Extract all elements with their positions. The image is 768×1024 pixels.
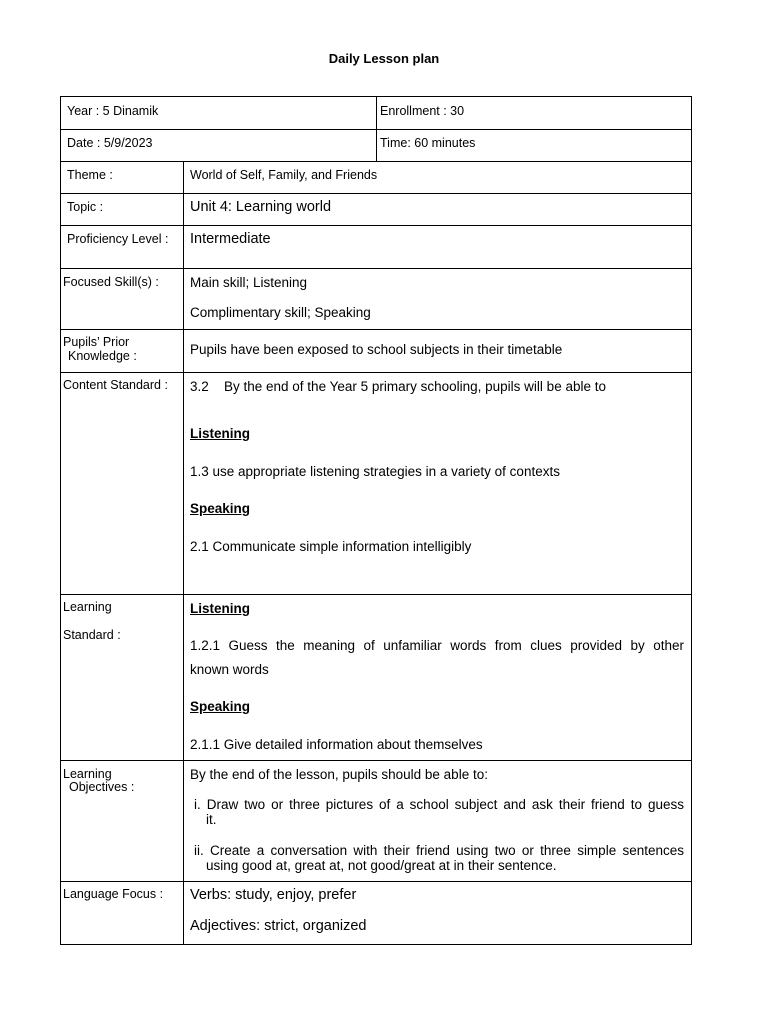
standard-listening-heading: Listening bbox=[190, 601, 250, 616]
learning-objectives-label: Objectives : bbox=[69, 780, 135, 794]
row-divider bbox=[61, 881, 691, 882]
objective-item: i. Draw two or three pictures of a school subject and ask their friend to guess bbox=[194, 797, 684, 812]
column-divider bbox=[183, 161, 184, 944]
row-divider bbox=[61, 372, 691, 373]
row-divider bbox=[61, 225, 691, 226]
objectives-intro: By the end of the lesson, pupils should be able to: bbox=[190, 767, 488, 782]
content-speaking-heading: Speaking bbox=[190, 501, 251, 516]
theme-label: Theme : bbox=[67, 168, 113, 182]
row-divider bbox=[61, 329, 691, 330]
objective-item: it. bbox=[206, 812, 217, 827]
standard-speaking-heading: Speaking bbox=[190, 699, 251, 714]
proficiency-value: Intermediate bbox=[190, 231, 271, 247]
learning-standard-label: Standard : bbox=[63, 628, 121, 642]
standard-listening-item: known words bbox=[190, 662, 269, 677]
content-standard-intro: By the end of the Year 5 primary schooling, pupils will be able to bbox=[224, 379, 606, 394]
content-listening-heading: Listening bbox=[190, 426, 250, 441]
row-divider bbox=[61, 594, 691, 595]
column-divider bbox=[376, 97, 377, 161]
enrollment: Enrollment : 30 bbox=[380, 104, 465, 118]
content-speaking-item: 2.1 Communicate simple information intelligibly bbox=[190, 539, 472, 554]
proficiency-label: Proficiency Level : bbox=[67, 232, 169, 246]
lesson-time: Time: 60 minutes bbox=[380, 136, 476, 150]
objective-item: using good at, great at, not good/great at in their sentence. bbox=[206, 858, 557, 873]
learning-objectives-label: Learning bbox=[63, 767, 112, 781]
complimentary-skill: Complimentary skill; Speaking bbox=[190, 305, 371, 320]
learning-standard-label: Learning bbox=[63, 600, 112, 614]
theme-value: World of Self, Family, and Friends bbox=[190, 168, 378, 182]
lesson-plan-table bbox=[60, 96, 692, 945]
row-divider bbox=[61, 193, 691, 194]
content-standard-label: Content Standard : bbox=[63, 378, 168, 392]
standard-listening-item: 1.2.1 Guess the meaning of unfamiliar words from clues provided by other bbox=[190, 638, 684, 653]
lesson-date: Date : 5/9/2023 bbox=[67, 136, 153, 150]
prior-knowledge-value: Pupils have been exposed to school subjects in their timetable bbox=[190, 342, 563, 357]
prior-knowledge-label: Pupils’ Prior bbox=[63, 335, 130, 349]
language-focus-adjectives: Adjectives: strict, organized bbox=[190, 918, 367, 934]
language-focus-label: Language Focus : bbox=[63, 887, 164, 901]
topic-label: Topic : bbox=[67, 200, 104, 214]
content-listening-item: 1.3 use appropriate listening strategies in a variety of contexts bbox=[190, 464, 560, 479]
prior-knowledge-label: Knowledge : bbox=[68, 349, 137, 363]
row-divider bbox=[61, 268, 691, 269]
content-standard-number: 3.2 bbox=[190, 379, 209, 394]
objective-item: ii. Create a conversation with their friend using two or three simple sentences bbox=[194, 843, 684, 858]
standard-speaking-item: 2.1.1 Give detailed information about themselves bbox=[190, 737, 483, 752]
document-title: Daily Lesson plan bbox=[328, 51, 440, 66]
year-class: Year : 5 Dinamik bbox=[67, 104, 159, 118]
topic-value: Unit 4: Learning world bbox=[190, 199, 332, 215]
main-skill: Main skill; Listening bbox=[190, 275, 308, 290]
row-divider bbox=[61, 760, 691, 761]
focused-skills-label: Focused Skill(s) : bbox=[63, 275, 159, 289]
row-divider bbox=[61, 161, 691, 162]
language-focus-verbs: Verbs: study, enjoy, prefer bbox=[190, 887, 357, 903]
